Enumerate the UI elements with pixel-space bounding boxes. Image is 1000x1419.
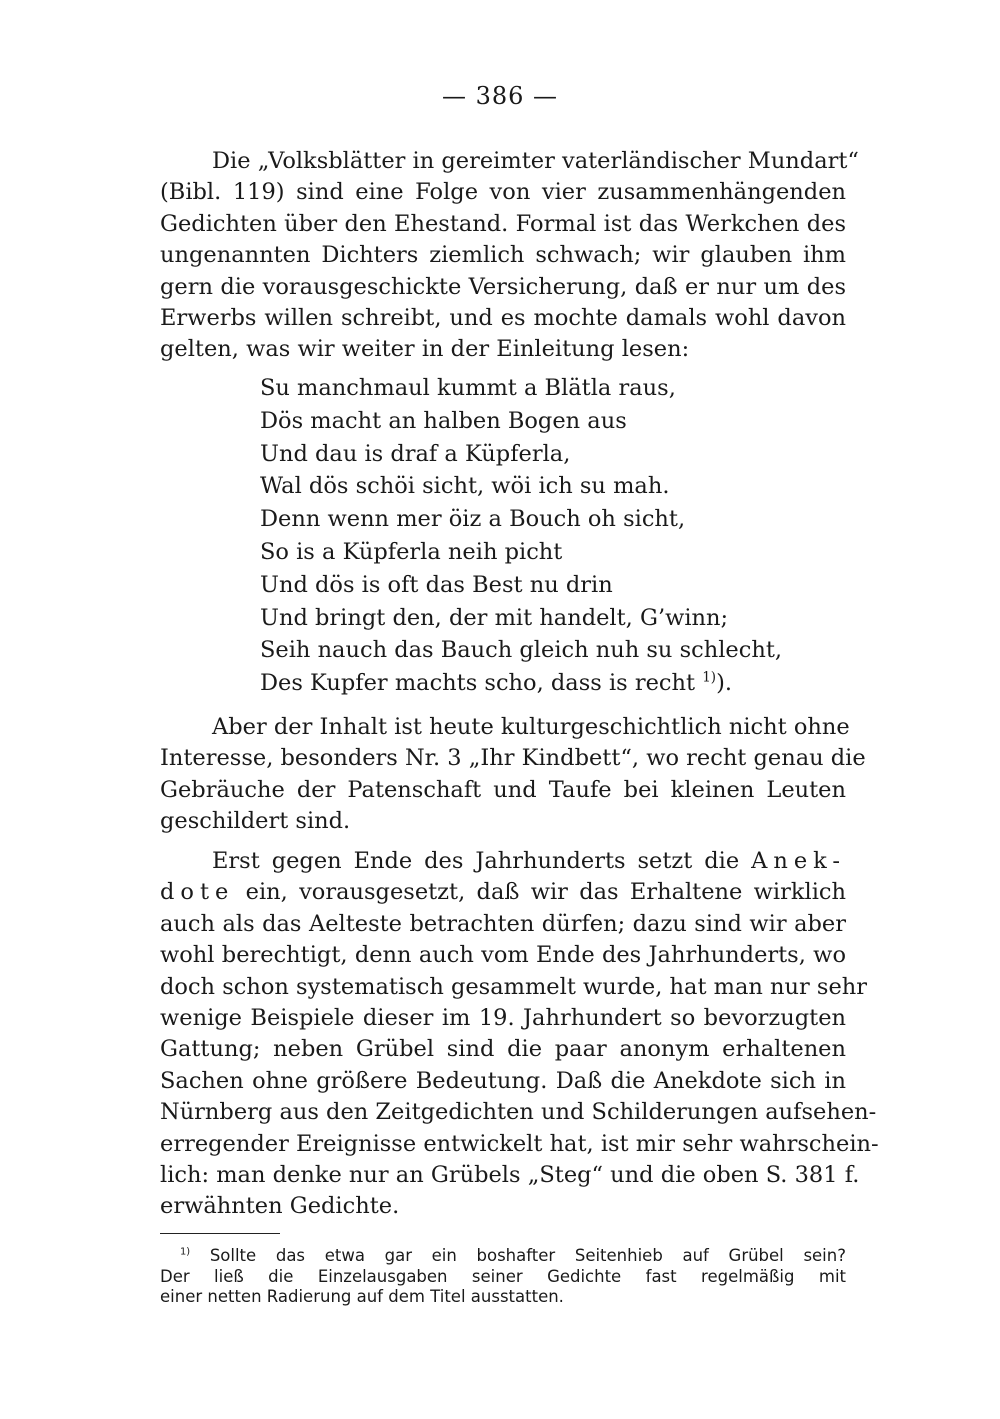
text-line: Die „Volksblätter in gereimter vaterländischer Mundart“ <box>212 148 859 174</box>
text-line: ungenannten Dichters ziemlich schwach; wir glauben ihm <box>160 242 846 269</box>
paragraph-3 <box>160 846 879 1223</box>
text-line: Gattung; neben Grübel sind die paar anonym erhaltenen <box>160 1036 846 1063</box>
paragraph-1 <box>160 146 859 366</box>
verse-line: Und dau is draf a Küpferla, <box>260 440 571 467</box>
text-line: erwähnten Gedichte. <box>160 1193 400 1220</box>
verse-line-text: Des Kupfer machts scho, dass is recht <box>260 670 696 697</box>
page-number: — 386 — <box>441 82 559 110</box>
text-line: doch schon systematisch gesammelt wurde, hat man nur sehr <box>160 973 868 1000</box>
text-line: erregender Ereignisse entwickelt hat, ist mir sehr wahrschein- <box>160 1130 879 1157</box>
verse-line: Und bringt den, der mit handelt, G’winn; <box>260 604 729 631</box>
text-line: (Bibl. 119) sind eine Folge von vier zusammenhängenden <box>160 179 846 206</box>
text-line: Gebräuche der Patenschaft und Taufe bei kleinen Leuten <box>160 776 846 803</box>
text-fragment: Erst gegen Ende des Jahrhunderts setzt die <box>212 848 752 874</box>
text-line: Erwerbs willen schreibt, und es mochte damals wohl davon <box>160 305 846 332</box>
text-line: wohl berechtigt, denn auch vom Ende des Jahrhunderts, wo <box>160 942 846 969</box>
verse-line: Dös macht an halben Bogen aus <box>260 407 627 434</box>
footnote-divider <box>160 1233 280 1234</box>
footnote-line <box>160 1246 846 1267</box>
text-line: lich: man denke nur an Grübels „Steg“ und die oben S. 381 f. <box>160 1162 860 1189</box>
text-line: Interesse, besonders Nr. 3 „Ihr Kindbett“, wo recht genau die <box>160 745 866 772</box>
dialect-poem <box>260 372 782 700</box>
verse-line: Seih nauch das Bauch gleich nuh su schlecht, <box>260 637 783 664</box>
text-line: geschildert sind. <box>160 808 351 835</box>
footnote-text: Sollte das etwa gar ein boshafter Seitenhieb auf Grübel sein? <box>190 1246 846 1265</box>
text-line: gern die vorausgeschickte Versicherung, daß er nur um des <box>160 273 846 300</box>
text-line: Sachen ohne größere Bedeutung. Daß die Anekdote sich in <box>160 1067 846 1094</box>
verse-line: Denn wenn mer öiz a Bouch oh sicht, <box>260 506 686 533</box>
verse-line-suffix: ). <box>716 670 733 697</box>
verse-line: Wal dös schöi sicht, wöi ich su mah. <box>260 473 670 500</box>
text-line: Nürnberg aus den Zeitgedichten und Schilderungen aufsehen- <box>160 1099 877 1126</box>
verse-line-last <box>260 667 782 700</box>
text-line <box>160 846 846 877</box>
text-line <box>160 877 846 908</box>
footnote-line: Der ließ die Einzelausgaben seiner Gedichte fast regelmäßig mit <box>160 1266 846 1286</box>
footnote-line: einer netten Radierung auf dem Titel ausstatten. <box>160 1287 564 1306</box>
footnote <box>160 1246 846 1308</box>
verse-line: Su manchmaul kummt a Blätla raus, <box>260 375 676 401</box>
text-fragment: ein, vorausgesetzt, daß wir das Erhaltene wirklich <box>234 879 846 906</box>
text-line: Gedichten über den Ehestand. Formal ist das Werkchen des <box>160 210 846 237</box>
footnote-reference[interactable]: 1) <box>702 669 717 686</box>
text-line: gelten, was wir weiter in der Einleitung lesen: <box>160 336 690 363</box>
text-line: auch als das Aelteste betrachten dürfen; dazu sind wir aber <box>160 910 846 937</box>
verse-line: Und dös is oft das Best nu drin <box>260 571 613 598</box>
text-line: Aber der Inhalt ist heute kulturgeschichtlich nicht ohne <box>212 714 850 740</box>
footnote-marker: 1) <box>180 1246 191 1258</box>
emphasized-term: Anek- <box>751 848 846 874</box>
text-line: wenige Beispiele dieser im 19. Jahrhundert so bevorzugten <box>160 1005 846 1032</box>
emphasized-term: dote <box>160 879 235 906</box>
verse-line: So is a Küpferla neih picht <box>260 538 563 565</box>
paragraph-2 <box>160 712 866 838</box>
